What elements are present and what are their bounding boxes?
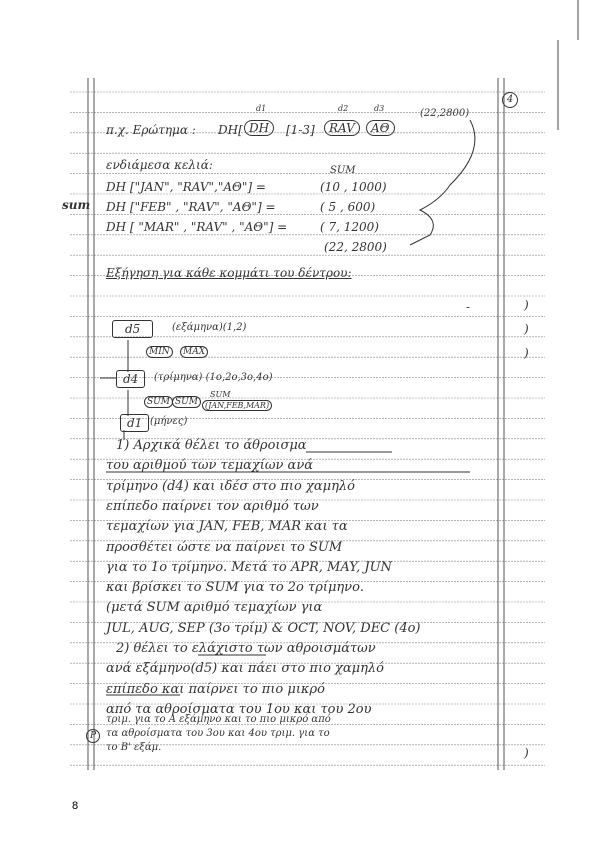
body-line: JUL, AUG, SEP (3ο τρίμ) & OCT, NOV, DEC (4ο) [106,620,421,636]
sup-d1: d1 [256,104,267,113]
tree-d4-child-sum-2: SUM [172,396,201,408]
body-line: για το 1ο τρίμηνο. Μετά το APR, MAY, JUN [106,559,392,575]
tree-node-d4: d4 [116,370,145,388]
page-number: 8 [72,800,79,812]
margin-mark-5: ) [524,746,529,760]
intermediate-expr-1: DH ["JAN", "RAV","AΘ"] = [106,180,266,194]
tree-node-d1: d1 [120,414,149,432]
intermediate-value-1: (10 , 1000) [320,180,387,194]
intermediate-value-3: ( 7, 1200) [320,220,379,234]
margin-mark-1: ) [524,298,529,312]
tree-node-d1-desc: (μήνες) [150,416,188,427]
tree-node-d4-desc: (τρίμηνα) (1ο,2ο,3ο,4ο) [154,372,273,383]
tree-d5-child-min: MIN [146,346,173,358]
body-line: επίπεδο και παίρνει το πιο μικρό [106,681,325,697]
query-dh: DH[ [218,123,243,137]
example-prefix: π.χ. Ερώτημα : [106,123,196,137]
body-line: ανά εξάμηνο(d5) και πάει στο πιο χαμηλό [106,661,384,677]
side-label: sum [62,198,91,212]
intermediate-expr-2: DH ["FEB" , "RAV", "AΘ"] = [106,200,276,214]
body-line: τρίμηνο (d4) και ιδέσ στο πιο χαμηλό [106,478,355,494]
body-line: επίπεδο παίρνει τον αριθμό των [106,498,319,514]
body-line: και βρίσκει το SUM για το 2ο τρίμηνο. [106,580,365,596]
sup-d2: d2 [338,104,349,113]
footnote-line-2: τα αθροίσματα του 3ου και 4ου τριμ. για το [106,728,330,739]
footnote-marker: P [86,729,100,743]
sum-label: SUM [330,165,356,176]
example-result: (22,2800) [420,108,470,119]
intermediate-expr-3: DH [ "MAR" , "RAV" , "AΘ"] = [106,220,288,234]
explain-heading: Εξήγηση για κάθε κομμάτι του δέντρου: [106,266,352,280]
body-line: από τα αθροίσματα του 1ου και του 2ου [106,701,372,717]
tree-d4-note: (JAN,FEB,MAR) [202,400,272,411]
query-range: [1-3] [286,123,315,137]
margin-mark-3: ) [524,346,529,360]
query-d1: DH [244,120,274,136]
body-line: προσθέτει ώστε να παίρνει το SUM [106,539,343,555]
margin-mark-4: - [466,300,471,314]
tree-node-d5-desc: (εξάμηνα)(1,2) [172,322,247,333]
tree-d4-note-label: SUM [210,390,231,399]
body-line: (μετά SUM αριθμό τεμαχίων για [106,600,323,616]
tree-d5-child-max: MAX [180,346,208,358]
intermediate-heading: ενδιάμεσα κελιά: [106,158,213,172]
tree-node-d5: d5 [112,320,153,338]
query-ath: AΘ [366,120,395,136]
sup-d3: d3 [374,104,385,113]
tree-d4-child-sum-1: SUM [144,396,173,408]
intermediate-total: (22, 2800) [324,240,387,254]
intermediate-value-2: ( 5 , 600) [320,200,376,214]
body-line: 2) θέλει το ελάχιστο των αθροισμάτων [116,641,376,656]
margin-mark-2: ) [524,322,529,336]
body-line: τεμαχίων για JAN, FEB, MAR και τα [106,519,348,535]
connector-brace [410,120,475,245]
body-line: του αριθμού των τεμαχίων ανά [106,458,314,474]
footnote-line-3: το Β' εξάμ. [106,742,162,753]
footnote-line-1: τριμ. για το Α εξάμηνο και το πιο μικρό από [106,714,331,725]
query-rav: RAV [324,120,360,136]
corner-mark: 4 [502,92,518,108]
body-line: 1) Αρχικά θέλει το άθροισμα [116,438,307,453]
